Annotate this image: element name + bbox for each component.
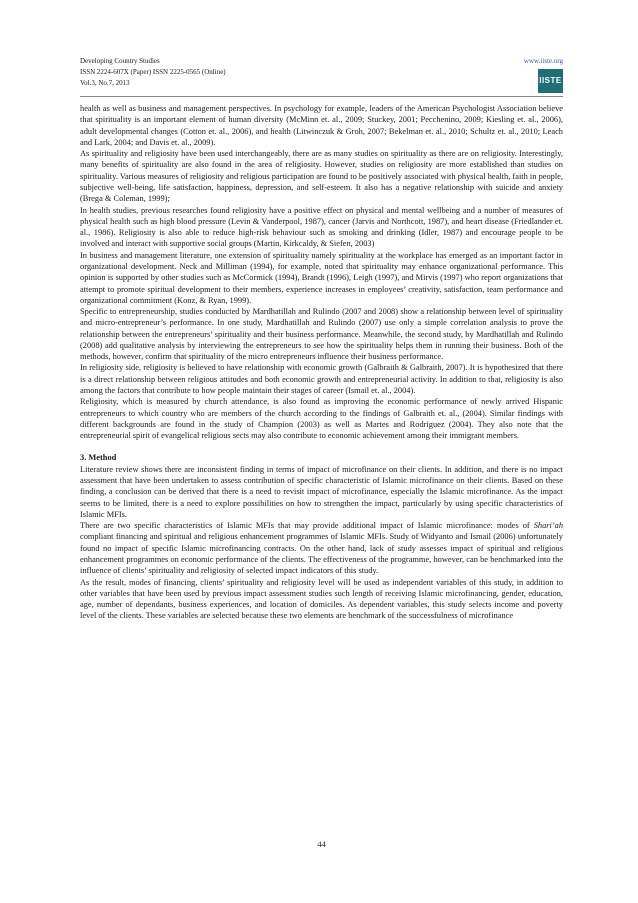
journal-info bbox=[80, 56, 226, 89]
body-paragraph: As spirituality and religiosity have been used interchangeably, there are as many studies on spirituality as there are on religiosity. Interestingly, many benefits of spirituality are also found in the area of religiosity. However, studies on religiosity are more established than studies on spirituality. Various measures of religiosity and religious participation are found to be positively associated with physical health, faith in people, subjective well-being, life satisfaction, happiness, depression, and self-esteem. It also has a negative relationship with suicide and anxiety (Brega & Coleman, 1999); bbox=[80, 149, 563, 204]
body-paragraph: Specific to entrepreneurship, studies conducted by Mardhatillah and Rulindo (2007 and 2008) show a relationship between level of spirituality and micro-entrepreneur’s performance. In one study, Mardhatillah and Rulindo (2007) use only a simple correlation analysis to prove the relationship between the entrepreneurs’ spirituality and their business performance. Meanwhile, the second study, by Mardhatillah and Rulindo (2008) add qualitative analysis by interviewing the entrepreneurs to see how the spirituality helps them in running their business. Both of the methods, however, confirm that spirituality of the micro entrepreneurs influence their business performance. bbox=[80, 307, 563, 362]
journal-issn: ISSN 2224-607X (Paper) ISSN 2225-0565 (Online) bbox=[80, 68, 226, 76]
header-rule bbox=[80, 96, 563, 97]
page-number: 44 bbox=[317, 840, 326, 849]
section-gap bbox=[80, 441, 563, 452]
body-paragraph: Religiosity, which is measured by church attendance, is also found as improving the economic performance of newly arrived Hispanic entrepreneurs to which country who are members of the church according to the findings of Galbraith et. al., (2004). Similar findings with different backgrounds are found in the study of Champion (2003) as well as Martes and Rodriguez (2004). They also note that the entrepreneurial spirit of evangelical religious sects may also contribute to economic achievement among their immigrant members. bbox=[80, 397, 563, 441]
body-paragraph: In health studies, previous researches found religiosity have a positive effect on physical and mental wellbeing and a number of measures of physical health such as high blood pressure (Levin & Vanderpool, 1987), cancer (Jarvis and Northcott, 1987), and heart disease (Friedlander et. al., 1986). Religiosity is also able to reduce high-risk behaviour such as smoking and drinking (Idler, 1987) and encourage people to be involved and interact with supportive social groups (Martin, Kirkcaldy, & Siefen, 2003) bbox=[80, 205, 563, 249]
body-text bbox=[80, 103, 563, 622]
shariah-term: Shari’ah bbox=[533, 521, 563, 531]
journal-page bbox=[80, 0, 563, 903]
body-paragraph: In religiosity side, religiosity is believed to have relationship with economic growth (Galbraith & Galbraith, 2007). It is hypothesized that there is a direct relationship between religious attitudes and both economic growth and entrepreneurial activity. In addition to that, religiosity is also among the factors that contribute to how people maintain their stages of career (Ismail et. al., 2004). bbox=[80, 363, 563, 396]
section-heading: 3. Method bbox=[80, 453, 117, 463]
body-paragraph: health as well as business and management perspectives. In psychology for example, leaders of the American Psychologist Association believe that spirituality is an important element of human diversity (McMinn et. al., 2009; Stuckey, 2001; Pecchenino, 2009; Kiesling et. al., 2006), adult developmental changes (Cotton et. al., 2006), and health (Litwinczuk & Groh, 2007; Bekelman et. al., 2010; Schultz et. al., 2010; Leach and Lark, 2004; and Davis et. al., 2009). bbox=[80, 104, 563, 147]
body-paragraph: In business and management literature, one extension of spirituality namely spirituality at the workplace has emerged as an important factor in organizational development. Neck and Milliman (1994), for example, noted that spirituality may enhance organizational performance. This opinion is supported by other studies such as McCormick (1994), Brandt (1996), Leigh (1997), and Mirvis (1997) who report organizations that attempt to promote spiritual development to their members, experience increases in employees’ creativity, satisfaction, team performance and organizational commitment (Konz, & Ryan, 1999). bbox=[80, 250, 563, 305]
journal-volume: Vol.3, No.7, 2013 bbox=[80, 79, 130, 87]
text-run: There are two specific characteristics of Islamic MFIs that may provide additional impact of Islamic microfinance: modes of bbox=[80, 521, 534, 531]
method-paragraph: Literature review shows there are inconsistent finding in terms of impact of microfinance on their clients. In addition, and there is no impact assessment that have been undertaken to assess contribution of specific characteristic of Islamic microfinance on their clients. Based on these finding, a conclusion can be derived that there is a need to revisit impact of microfinance, especially the Islamic microfinance. As the impact seems to be limited, there is a need to explore possibilities on how to strengthen the impact, particularly by using specific characteristics of Islamic MFIs. bbox=[80, 464, 563, 519]
iiste-logo: IISTE bbox=[538, 69, 563, 93]
journal-name: Developing Country Studies bbox=[80, 57, 160, 65]
method-paragraph bbox=[80, 520, 563, 576]
journal-url-link[interactable]: www.iiste.org bbox=[523, 57, 563, 65]
text-run: compliant financing and spiritual and religious enhancement programmes of Islamic MFIs. Study of Widyanto and Ismail (2006) unfortunately found no impact of specific Islamic microfinancing contracts. On the other hand, lack of study assesses impact of spiritual and religious enhancement programmes on economic performance of the clients. The effectiveness of the programme, however, can be benchmarked into the influence of clients’ spirituality and religiosity of selected impact indicators of this study. bbox=[80, 532, 563, 576]
method-paragraph: As the result, modes of financing, clients’ spirituality and religiosity level will be used as independent variables of this study, in addition to other variables that have been used by previous impact assessment studies such length of receiving Islamic microfinancing, gender, education, age, number of dependants, business experiences, and location of domiciles. As dependent variables, this study selects income and poverty level of the clients. These variables are selected because these two elements are benchmark of the successfulness of microfinance bbox=[80, 577, 563, 621]
page-header bbox=[80, 56, 563, 100]
